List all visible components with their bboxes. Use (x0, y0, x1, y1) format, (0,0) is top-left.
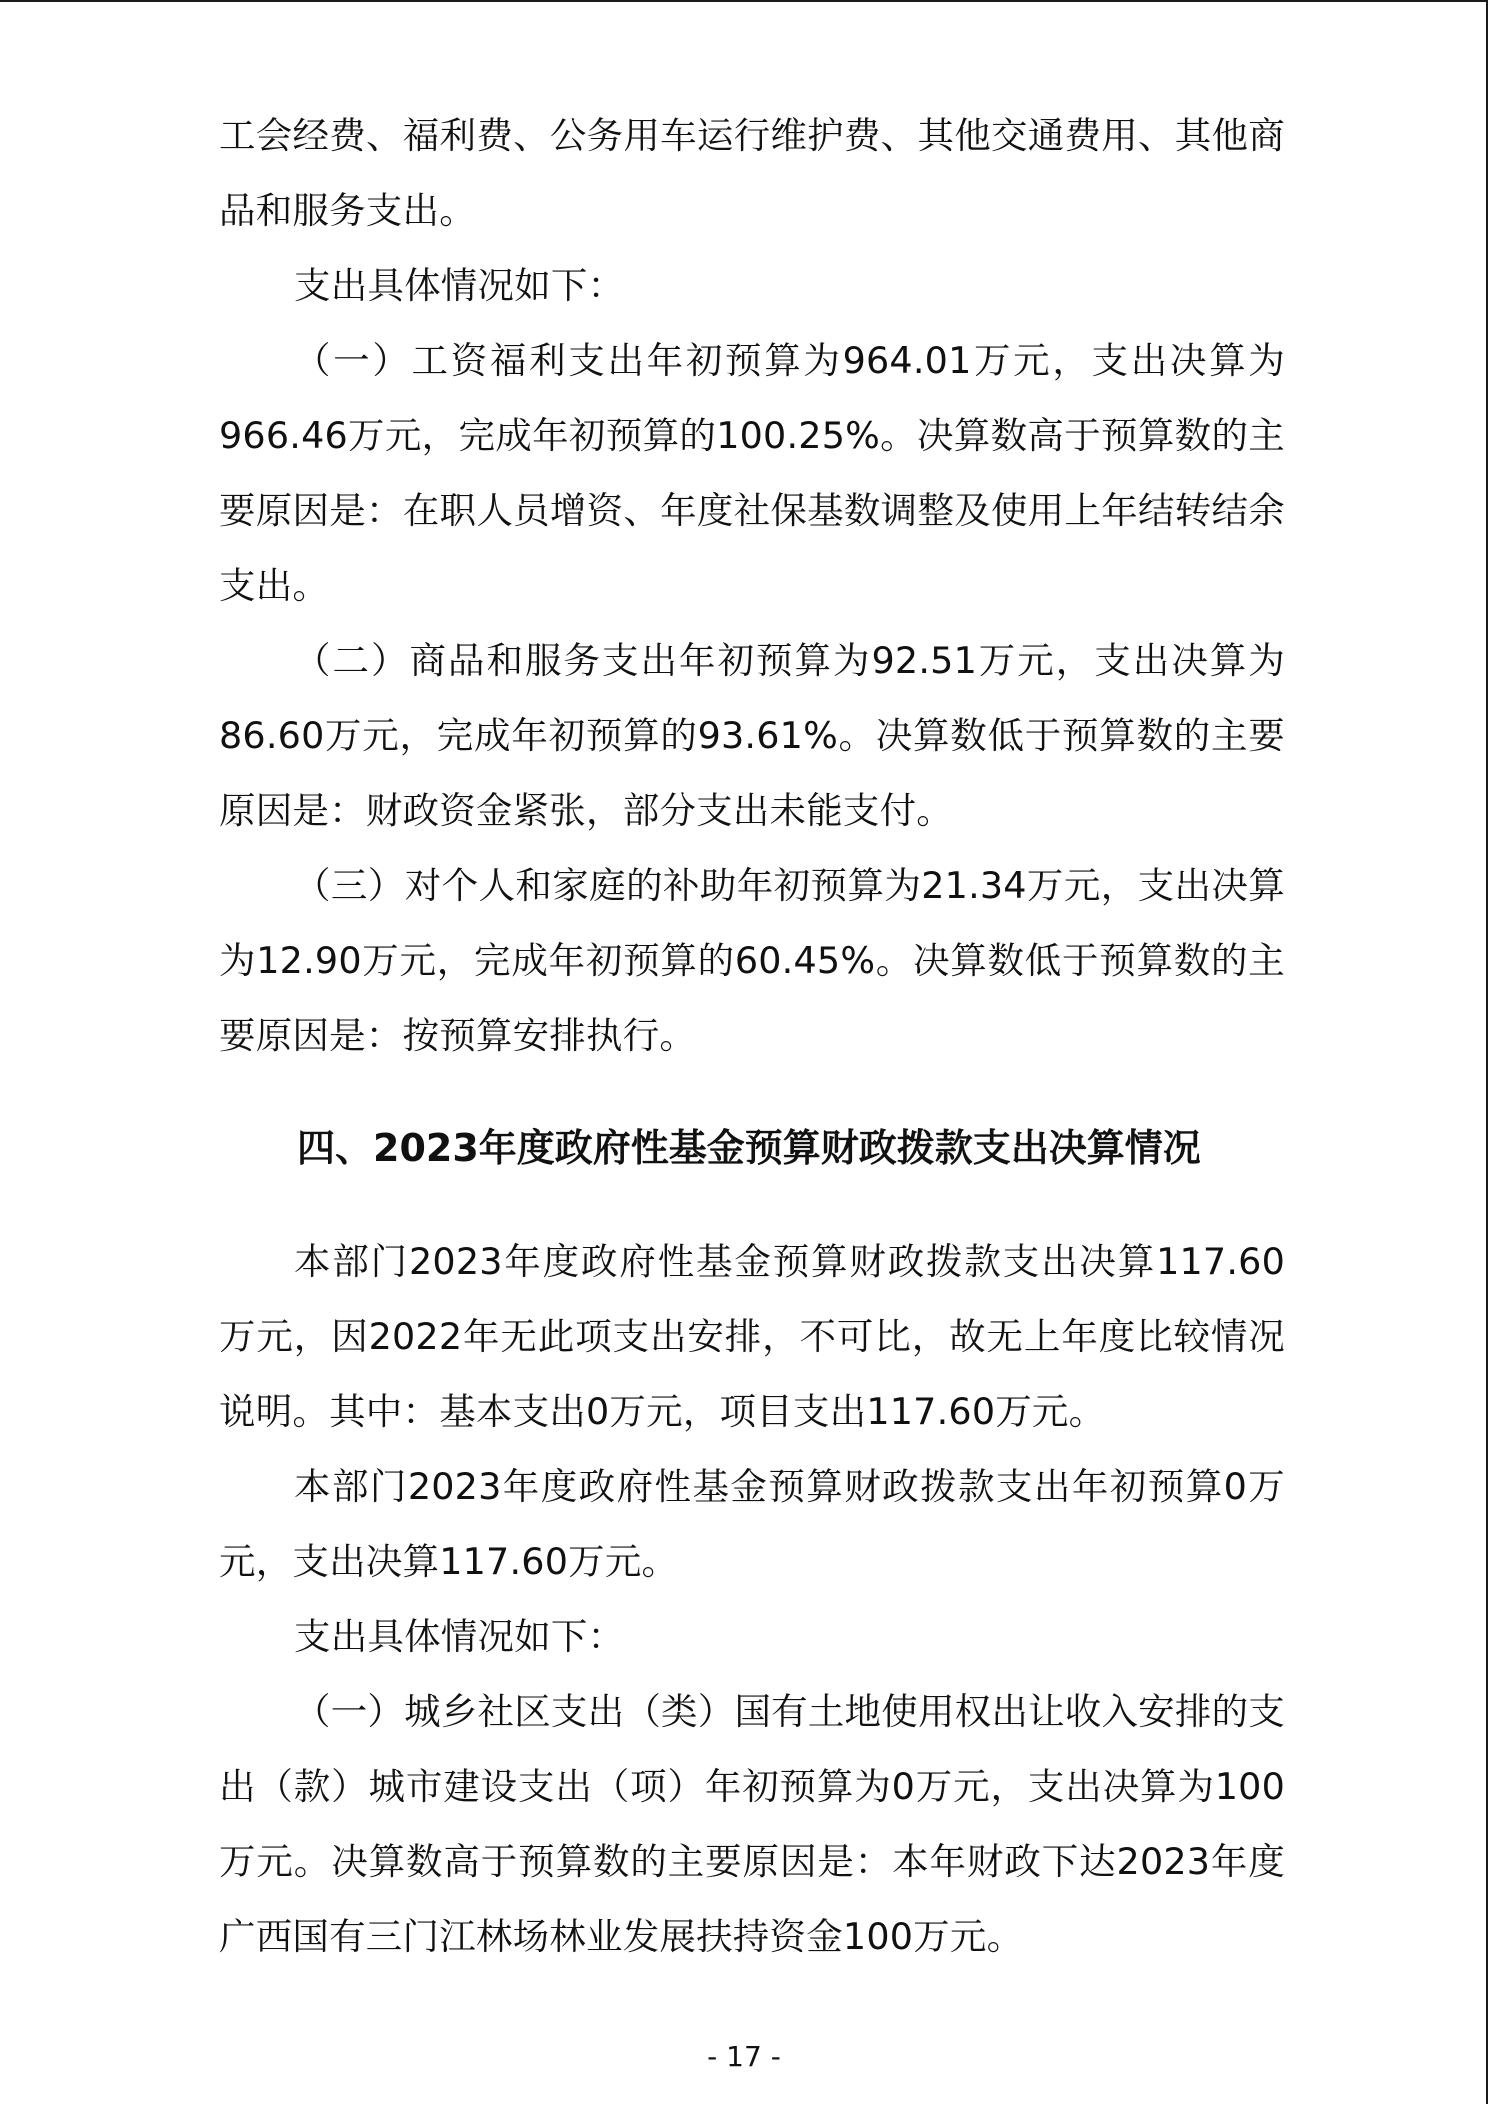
section-heading: 四、2023年度政府性基金预算财政拨款支出决算情况 (297, 1126, 1201, 1170)
paragraph-expense-details-intro: 支出具体情况如下： (294, 264, 625, 307)
paragraph-household-subsidy: （三）对个人和家庭的补助年初预算为21.34万元，支出决算为12.90万元，完成年初预算的60.45%。决算数低于预算数的主要原因是：按预算安排执行。 (219, 864, 1285, 1057)
page-number: - 17 - (707, 2040, 781, 2073)
top-border-line (0, 0, 1488, 2)
paragraph-fund-budget-total: 本部门2023年度政府性基金预算财政拨款支出决算117.60万元，因2022年无此项支出安排，不可比，故无上年度比较情况说明。其中：基本支出0万元，项目支出117.60万元。 (219, 1240, 1285, 1433)
paragraph-goods-services: （二）商品和服务支出年初预算为92.51万元，支出决算为86.60万元，完成年初预算的93.61%。决算数低于预算数的主要原因是：财政资金紧张，部分支出未能支付。 (219, 639, 1285, 832)
paragraph-fund-budget-initial: 本部门2023年度政府性基金预算财政拨款支出年初预算0万元，支出决算117.60万元。 (219, 1465, 1285, 1583)
paragraph-urban-rural-expense: （一）城乡社区支出（类）国有土地使用权出让收入安排的支出（款）城市建设支出（项）年初预算为0万元，支出决算为100万元。决算数高于预算数的主要原因是：本年财政下达2023年度广西国有三门江林场林业发展扶持资金100万元。 (219, 1690, 1285, 1958)
paragraph-continuation: 工会经费、福利费、公务用车运行维护费、其他交通费用、其他商品和服务支出。 (219, 114, 1285, 232)
paragraph-fund-details-intro: 支出具体情况如下： (294, 1615, 625, 1658)
paragraph-salary-welfare: （一）工资福利支出年初预算为964.01万元，支出决算为966.46万元，完成年初预算的100.25%。决算数高于预算数的主要原因是：在职人员增资、年度社保基数调整及使用上年结转结余支出。 (219, 339, 1285, 607)
page-body (219, 98, 1285, 1974)
